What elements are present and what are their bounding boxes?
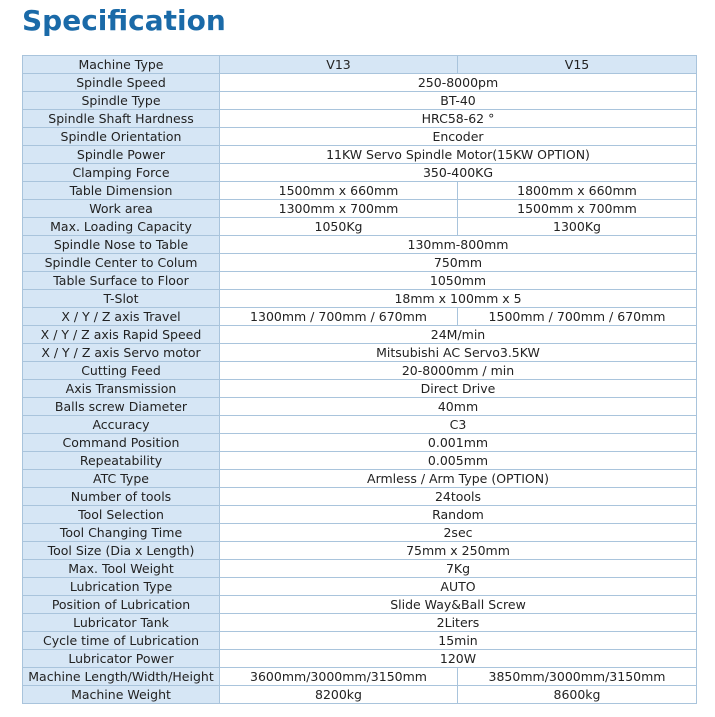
spec-value-shared: BT-40 bbox=[220, 92, 697, 110]
spec-value-shared: 7Kg bbox=[220, 560, 697, 578]
spec-value-shared: Mitsubishi AC Servo3.5KW bbox=[220, 344, 697, 362]
table-row bbox=[23, 182, 697, 200]
spec-value-v15: 1300Kg bbox=[458, 218, 697, 236]
spec-value-v13: 3600mm/3000mm/3150mm bbox=[220, 668, 458, 686]
spec-label: Axis Transmission bbox=[23, 380, 220, 398]
spec-label: X / Y / Z axis Rapid Speed bbox=[23, 326, 220, 344]
table-row bbox=[23, 416, 697, 434]
spec-label: Max. Loading Capacity bbox=[23, 218, 220, 236]
spec-label: Machine Length/Width/Height bbox=[23, 668, 220, 686]
spec-value-shared: 130mm-800mm bbox=[220, 236, 697, 254]
spec-value-shared: 2sec bbox=[220, 524, 697, 542]
spec-label: Spindle Shaft Hardness bbox=[23, 110, 220, 128]
table-row bbox=[23, 452, 697, 470]
spec-value-shared: C3 bbox=[220, 416, 697, 434]
table-row bbox=[23, 344, 697, 362]
table-row bbox=[23, 272, 697, 290]
spec-label: Balls screw Diameter bbox=[23, 398, 220, 416]
spec-label: Work area bbox=[23, 200, 220, 218]
spec-value-v13: 1300mm x 700mm bbox=[220, 200, 458, 218]
spec-value-v13: 1500mm x 660mm bbox=[220, 182, 458, 200]
spec-label: Position of Lubrication bbox=[23, 596, 220, 614]
table-row bbox=[23, 578, 697, 596]
spec-label: Tool Selection bbox=[23, 506, 220, 524]
table-row bbox=[23, 146, 697, 164]
spec-label: Lubrication Type bbox=[23, 578, 220, 596]
table-row bbox=[23, 686, 697, 704]
spec-label: Repeatability bbox=[23, 452, 220, 470]
table-row bbox=[23, 200, 697, 218]
spec-value-shared: 120W bbox=[220, 650, 697, 668]
table-row bbox=[23, 110, 697, 128]
spec-value-v15: 8600kg bbox=[458, 686, 697, 704]
table-row bbox=[23, 254, 697, 272]
spec-value-v15: V15 bbox=[458, 56, 697, 74]
table-row bbox=[23, 524, 697, 542]
table-row bbox=[23, 236, 697, 254]
spec-label: Clamping Force bbox=[23, 164, 220, 182]
spec-value-shared: 1050mm bbox=[220, 272, 697, 290]
spec-label: Cycle time of Lubrication bbox=[23, 632, 220, 650]
table-header-row bbox=[23, 56, 697, 74]
spec-value-shared: AUTO bbox=[220, 578, 697, 596]
spec-value-shared: 350-400KG bbox=[220, 164, 697, 182]
spec-label: Machine Type bbox=[23, 56, 220, 74]
spec-value-v15: 1500mm x 700mm bbox=[458, 200, 697, 218]
table-row bbox=[23, 434, 697, 452]
spec-value-v13: 1300mm / 700mm / 670mm bbox=[220, 308, 458, 326]
spec-value-v13: 8200kg bbox=[220, 686, 458, 704]
spec-label: X / Y / Z axis Servo motor bbox=[23, 344, 220, 362]
table-row bbox=[23, 92, 697, 110]
spec-value-shared: 0.001mm bbox=[220, 434, 697, 452]
table-row bbox=[23, 362, 697, 380]
spec-value-shared: Random bbox=[220, 506, 697, 524]
table-row bbox=[23, 290, 697, 308]
spec-label: Command Position bbox=[23, 434, 220, 452]
table-row bbox=[23, 164, 697, 182]
table-row bbox=[23, 326, 697, 344]
spec-value-shared: 11KW Servo Spindle Motor(15KW OPTION) bbox=[220, 146, 697, 164]
spec-label: Number of tools bbox=[23, 488, 220, 506]
spec-label: Tool Size (Dia x Length) bbox=[23, 542, 220, 560]
table-row bbox=[23, 74, 697, 92]
spec-value-v13: V13 bbox=[220, 56, 458, 74]
spec-table-body bbox=[23, 56, 697, 704]
table-row bbox=[23, 560, 697, 578]
spec-label: Lubricator Power bbox=[23, 650, 220, 668]
spec-value-v13: 1050Kg bbox=[220, 218, 458, 236]
table-row bbox=[23, 506, 697, 524]
spec-label: Tool Changing Time bbox=[23, 524, 220, 542]
table-row bbox=[23, 218, 697, 236]
spec-label: Max. Tool Weight bbox=[23, 560, 220, 578]
spec-value-shared: 24M/min bbox=[220, 326, 697, 344]
table-row bbox=[23, 398, 697, 416]
table-row bbox=[23, 470, 697, 488]
spec-value-shared: 0.005mm bbox=[220, 452, 697, 470]
table-row bbox=[23, 632, 697, 650]
spec-label: X / Y / Z axis Travel bbox=[23, 308, 220, 326]
spec-label: Lubricator Tank bbox=[23, 614, 220, 632]
spec-label: Spindle Type bbox=[23, 92, 220, 110]
spec-value-shared: Direct Drive bbox=[220, 380, 697, 398]
spec-label: Table Surface to Floor bbox=[23, 272, 220, 290]
spec-label: Spindle Center to Colum bbox=[23, 254, 220, 272]
spec-label: Spindle Orientation bbox=[23, 128, 220, 146]
spec-label: Cutting Feed bbox=[23, 362, 220, 380]
spec-value-v15: 1800mm x 660mm bbox=[458, 182, 697, 200]
table-row bbox=[23, 488, 697, 506]
spec-value-shared: 750mm bbox=[220, 254, 697, 272]
table-row bbox=[23, 596, 697, 614]
spec-value-shared: 250-8000pm bbox=[220, 74, 697, 92]
spec-value-shared: HRC58-62 ° bbox=[220, 110, 697, 128]
spec-label: ATC Type bbox=[23, 470, 220, 488]
spec-value-v15: 1500mm / 700mm / 670mm bbox=[458, 308, 697, 326]
spec-value-shared: 15min bbox=[220, 632, 697, 650]
table-row bbox=[23, 614, 697, 632]
spec-value-shared: 75mm x 250mm bbox=[220, 542, 697, 560]
spec-value-shared: 24tools bbox=[220, 488, 697, 506]
spec-label: Table Dimension bbox=[23, 182, 220, 200]
spec-label: Spindle Nose to Table bbox=[23, 236, 220, 254]
spec-value-shared: 18mm x 100mm x 5 bbox=[220, 290, 697, 308]
spec-label: Spindle Power bbox=[23, 146, 220, 164]
spec-value-shared: Encoder bbox=[220, 128, 697, 146]
spec-label: Spindle Speed bbox=[23, 74, 220, 92]
page-title: Specification bbox=[22, 4, 226, 37]
table-row bbox=[23, 308, 697, 326]
spec-value-shared: 2Liters bbox=[220, 614, 697, 632]
table-row bbox=[23, 668, 697, 686]
table-row bbox=[23, 542, 697, 560]
spec-value-shared: 20-8000mm / min bbox=[220, 362, 697, 380]
spec-table bbox=[22, 55, 697, 704]
spec-label: T-Slot bbox=[23, 290, 220, 308]
spec-value-shared: Slide Way&Ball Screw bbox=[220, 596, 697, 614]
spec-value-shared: 40mm bbox=[220, 398, 697, 416]
spec-label: Accuracy bbox=[23, 416, 220, 434]
table-row bbox=[23, 650, 697, 668]
spec-value-shared: Armless / Arm Type (OPTION) bbox=[220, 470, 697, 488]
table-row bbox=[23, 128, 697, 146]
table-row bbox=[23, 380, 697, 398]
spec-label: Machine Weight bbox=[23, 686, 220, 704]
spec-value-v15: 3850mm/3000mm/3150mm bbox=[458, 668, 697, 686]
